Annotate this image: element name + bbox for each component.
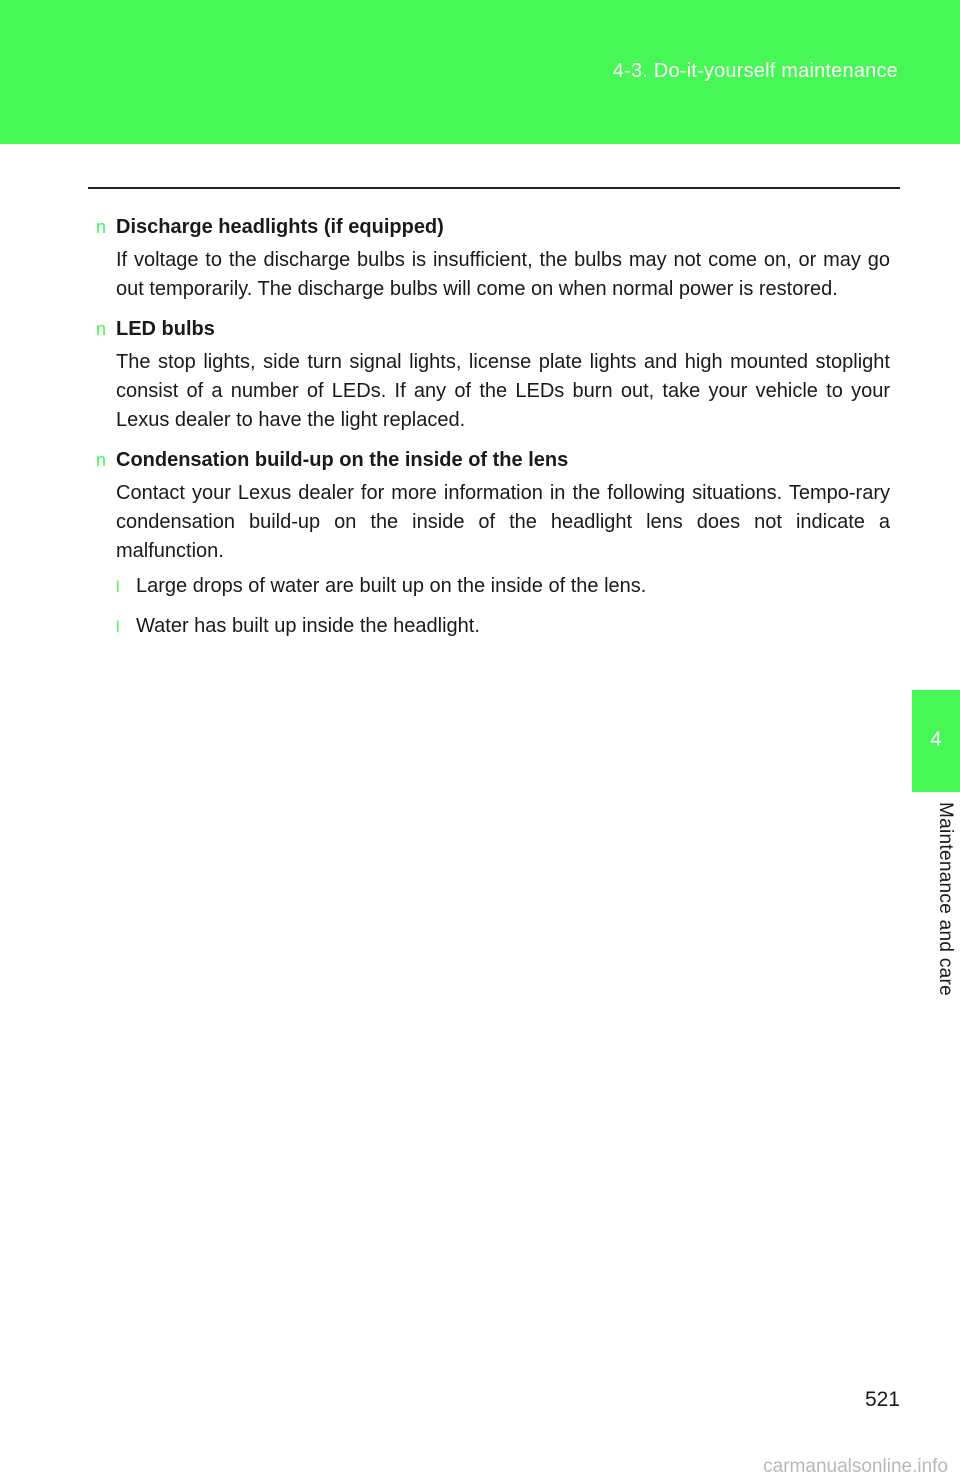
chapter-label: Maintenance and care [935, 802, 956, 997]
topic-body: If voltage to the discharge bulbs is insufficient, the bulbs may not come on, or may go out temporarily. The discharge bulbs will come on when normal power is restored. [116, 249, 890, 300]
topic-body: The stop lights, side turn signal lights, license plate lights and high mounted stoplight consist of a number of LEDs. If any of the LEDs burn out, take your vehicle to your Lexus dealer to have the light replaced. [116, 351, 890, 431]
topic-body: Contact your Lexus dealer for more information in the following situations. Tempo-rary condensation build-up on the inside of the headlight lens does not indicate a malfunction. [116, 482, 890, 562]
chapter-tab[interactable] [912, 690, 960, 792]
page-content [96, 212, 890, 652]
round-bullet-icon: l [116, 619, 120, 636]
topic-condensation [96, 445, 890, 642]
top-divider [88, 187, 900, 189]
list-item [116, 612, 890, 642]
topic-title: Discharge headlights (if equipped) [116, 216, 444, 238]
list-item-text: Water has built up inside the headlight. [136, 615, 480, 637]
square-bullet-icon: n [96, 319, 107, 339]
section-title: 4-3. Do-it-yourself maintenance [612, 60, 898, 82]
topic-heading [96, 445, 890, 475]
topic-title: LED bulbs [116, 318, 215, 340]
chapter-number: 4 [930, 728, 942, 751]
square-bullet-icon: n [96, 217, 107, 237]
topic-title: Condensation build-up on the inside of the lens [116, 449, 569, 471]
topic-led-bulbs [96, 314, 890, 435]
topic-heading [96, 314, 890, 344]
square-bullet-icon: n [96, 450, 107, 470]
list-item-text: Large drops of water are built up on the inside of the lens. [136, 575, 647, 597]
watermark[interactable]: carmanualsonline.info [763, 1456, 948, 1477]
bullet-list [116, 572, 890, 642]
round-bullet-icon: l [116, 579, 120, 596]
page-number: 521 [864, 1388, 900, 1411]
topic-discharge-headlights [96, 212, 890, 304]
list-item [116, 572, 890, 602]
header-band [0, 0, 960, 144]
topic-heading [96, 212, 890, 242]
